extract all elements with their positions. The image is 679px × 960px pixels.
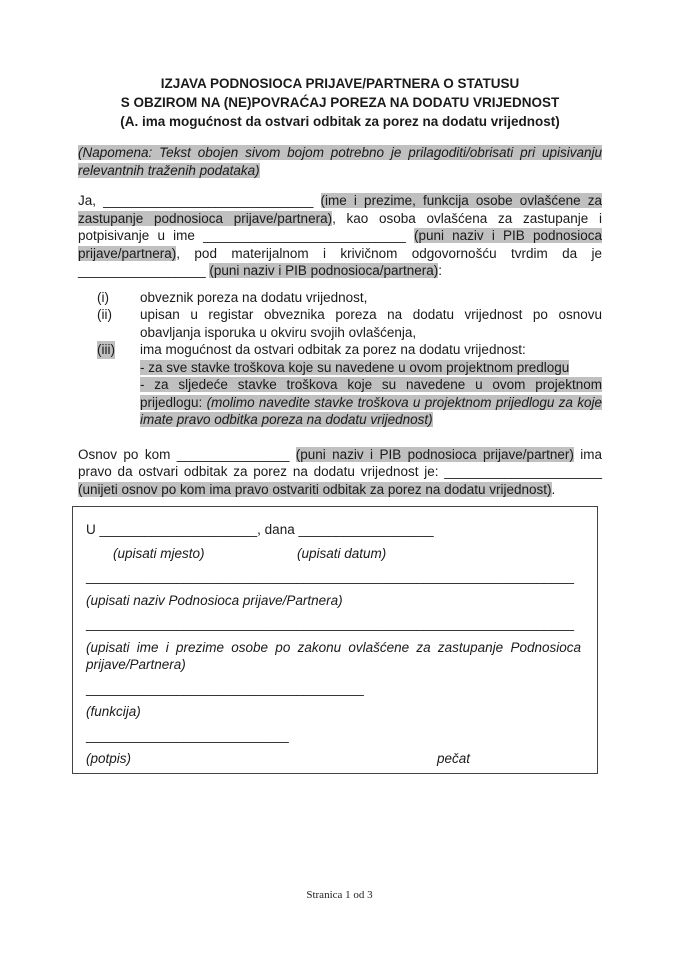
intro-paragraph: Ja, ____________________________ (ime i prezime, funkcija osobe ovlašćene za zastupanje podnosioca prijave/partnera), kao osoba ovlašćena za zastupanje i potpisivanje u ime ___________________________ (puni naziv i PIB podnosioca prijave/partnera), pod materijalnom i krivičnom odgovornošću tvrdim da je _________________ (puni naziv i PIB podnosioca/partnera): — [78, 193, 603, 278]
applicant-label: (upisati naziv Podnosioca prijave/Partnera) — [86, 592, 343, 608]
status-list — [78, 289, 602, 429]
representative-blank-line: _________________________________________________________________ — [86, 616, 575, 631]
page-footer: Stranica 1 od 3 — [306, 889, 373, 901]
signature-label: (potpis) — [86, 751, 132, 766]
list-item-ii — [97, 306, 602, 341]
list-marker-iii: (iii) — [97, 342, 115, 357]
list-item-i — [97, 289, 602, 307]
representative-label: (upisati ime i prezime osobe po zakonu ovlašćene za zastupanje Podnosioca prijave/Partnera) — [86, 639, 581, 672]
function-blank-line: _____________________________________ — [86, 680, 364, 696]
stamp-label: pečat — [437, 751, 471, 766]
date-label: (upisati datum) — [297, 545, 387, 561]
list-item-iii — [97, 341, 602, 429]
list-item-i-text: obveznik poreza na dodatu vrijednost, — [140, 289, 368, 305]
list-marker-i: (i) — [97, 289, 109, 305]
title-line-1: IZJAVA PODNOSIOCA PRIJAVE/PARTNERA O STATUSU — [160, 76, 520, 91]
list-item-iii-text: ima mogućnost da ostvari odbitak za porez na dodatu vrijednost: - za sve stavke troškova koje su navedene u ovom projektnom predlogu - za sljedeće stavke troškova koje su navedene u ovom projektnom prijedlogu: (molimo navedite stavke troškova u projektnom prijedlogu za koje imate pravo odbitka poreza na dodatu vrijednost) — [140, 342, 602, 427]
function-label: (funkcija) — [86, 704, 141, 719]
applicant-blank-line: _________________________________________________________________ — [86, 569, 575, 584]
place-label: (upisati mjesto) — [113, 545, 205, 561]
title-line-2: S OBZIROM NA (NE)POVRAĆAJ POREZA NA DODATU VRIJEDNOST — [120, 95, 560, 110]
place-date-labels — [86, 545, 581, 563]
signature-stamp-row — [86, 750, 581, 768]
note-paragraph: (Napomena: Tekst obojen sivom bojom potrebno je prilagoditi/obrisati pri upisivanju relevantnih traženih podataka) — [78, 145, 602, 178]
title-line-3: (A. ima mogućnost da ostvari odbitak za porez na dodatu vrijednost) — [120, 114, 560, 129]
place-date-line: U _____________________, dana __________________ — [86, 522, 434, 537]
signature-box — [72, 506, 598, 774]
list-item-ii-text: upisan u registar obveznika poreza na dodatu vrijednost po osnovu obavljanja isporuka u okviru svojih ovlašćenja, — [140, 307, 602, 340]
signature-blank-line: ___________________________ — [86, 727, 289, 743]
document-title — [78, 74, 602, 131]
osnov-paragraph: Osnov po kom _______________ (puni naziv i PIB podnosioca prijave/partner) ima pravo da ostvari odbitak za porez na dodatu vrijednost je: _____________________ (unijeti osnov po kom ima pravo ostvariti odbitak za porez na dodatu vrijednost). — [78, 446, 602, 497]
list-marker-ii: (ii) — [97, 307, 112, 322]
